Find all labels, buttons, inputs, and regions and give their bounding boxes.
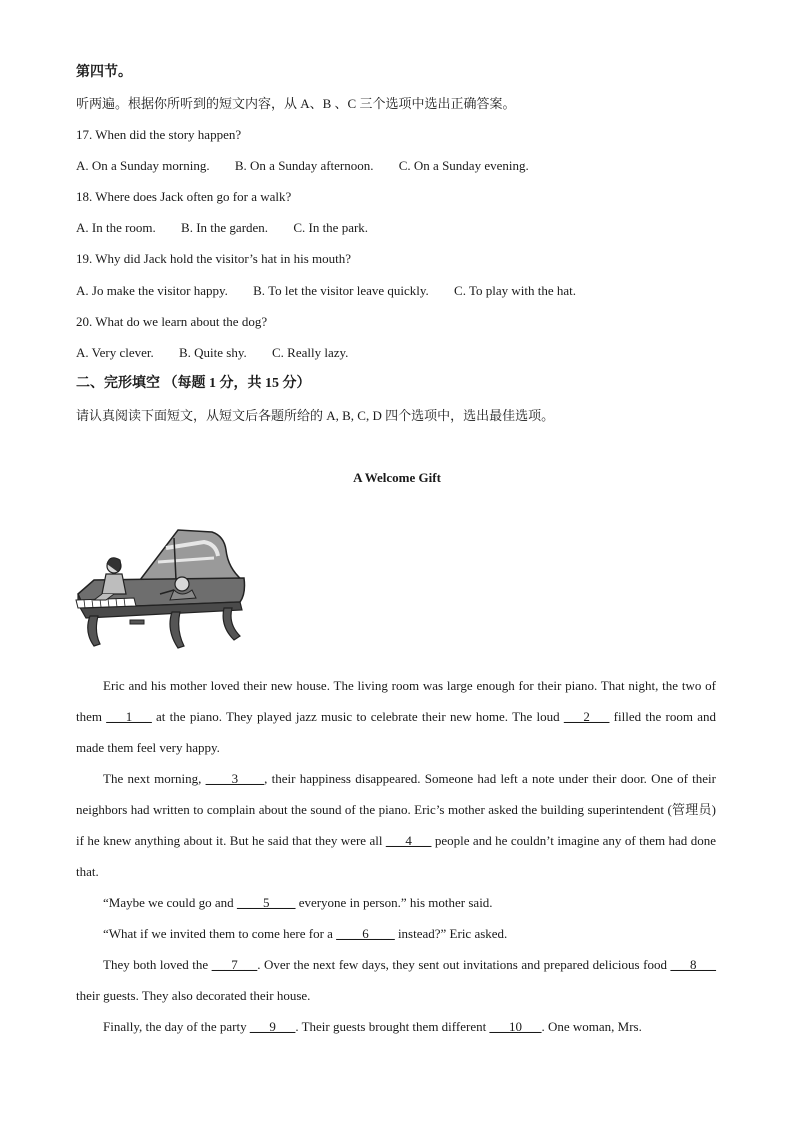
option-b: B. To let the visitor leave quickly. (253, 283, 429, 298)
paragraph-2 (76, 763, 716, 887)
text: everyone in person.” his mother said. (295, 895, 493, 910)
text: , their happiness disappeared. Someone had left a note under their door. One of their neighbors had written to complain about the sound of the piano. Eric’s mother asked the building superintendent (管理员) if he knew anything about it. But he said that they were all (76, 771, 716, 848)
section4-instruction: 听两遍。根据你所听到的短文内容，从 A、B 、C 三个选项中选出正确答案。 (76, 96, 516, 111)
section4-heading: 第四节。 (76, 65, 132, 80)
blank-8: ___8___ (670, 957, 716, 972)
option-b: B. On a Sunday afternoon. (234, 158, 374, 173)
text: filled the room and made them feel very happy. (76, 709, 716, 755)
text: at the piano. They played jazz music to celebrate their new home. The loud (151, 709, 564, 724)
question-20-options (76, 345, 348, 361)
option-c: C. Really lazy. (272, 345, 349, 360)
text: The next morning, (103, 771, 206, 786)
blank-6: ____6____ (336, 926, 395, 941)
question-19: 19. Why did Jack hold the visitor’s hat in his mouth? (76, 251, 352, 266)
blank-3: ____3____ (205, 771, 265, 786)
text: people and he couldn’t imagine any of them had done that. (76, 833, 716, 879)
text: instead?” Eric asked. (394, 926, 508, 941)
question-20: 20. What do we learn about the dog? (76, 314, 268, 329)
blank-2: ___2___ (563, 709, 610, 724)
paragraph-4 (76, 918, 716, 949)
option-c: C. To play with the hat. (454, 283, 577, 298)
question-19-options (76, 283, 576, 299)
blank-1: ___1___ (106, 709, 152, 724)
option-b: B. Quite shy. (178, 345, 247, 360)
text: “What if we invited them to come here for a (103, 926, 337, 941)
passage-title: A Welcome Gift (353, 470, 441, 485)
blank-9: ___9___ (249, 1019, 296, 1034)
blank-4: ___4___ (385, 833, 432, 848)
blank-7: ___7___ (211, 957, 258, 972)
blank-10: ___10___ (489, 1019, 542, 1034)
option-b: B. In the garden. (181, 220, 269, 235)
text: . One woman, Mrs. (541, 1019, 642, 1034)
question-17-options (76, 158, 529, 174)
passage-body (76, 670, 716, 1042)
paragraph-5 (76, 949, 716, 1011)
part2-heading: 二、完形填空 （每题 1 分，共 15 分） (76, 376, 311, 391)
text: . Over the next few days, they sent out invitations and prepared delicious food (257, 957, 671, 972)
paragraph-3 (76, 887, 716, 918)
piano-illustration (74, 528, 246, 652)
option-a: A. On a Sunday morning. (76, 158, 210, 173)
text: Finally, the day of the party (103, 1019, 250, 1034)
paragraph-6 (76, 1011, 716, 1042)
option-c: C. On a Sunday evening. (398, 158, 529, 173)
question-18: 18. Where does Jack often go for a walk? (76, 189, 292, 204)
part2-instruction: 请认真阅读下面短文，从短文后各题所给的 A, B, C, D 四个选项中，选出最佳选项。 (76, 408, 555, 423)
question-17: 17. When did the story happen? (76, 127, 242, 142)
text: their guests. They also decorated their house. (76, 988, 311, 1003)
option-a: A. In the room. (76, 220, 156, 235)
text: “Maybe we could go and (103, 895, 237, 910)
text: They both loved the (103, 957, 212, 972)
question-18-options (76, 220, 368, 236)
text: Eric and his mother loved their new house. The living room was large enough for their piano. That night, the two of them (76, 678, 716, 724)
paragraph-1 (76, 670, 716, 763)
option-a: A. Jo make the visitor happy. (76, 283, 228, 298)
option-c: C. In the park. (293, 220, 369, 235)
blank-5: ____5____ (236, 895, 296, 910)
text: . Their guests brought them different (295, 1019, 490, 1034)
option-a: A. Very clever. (76, 345, 154, 360)
